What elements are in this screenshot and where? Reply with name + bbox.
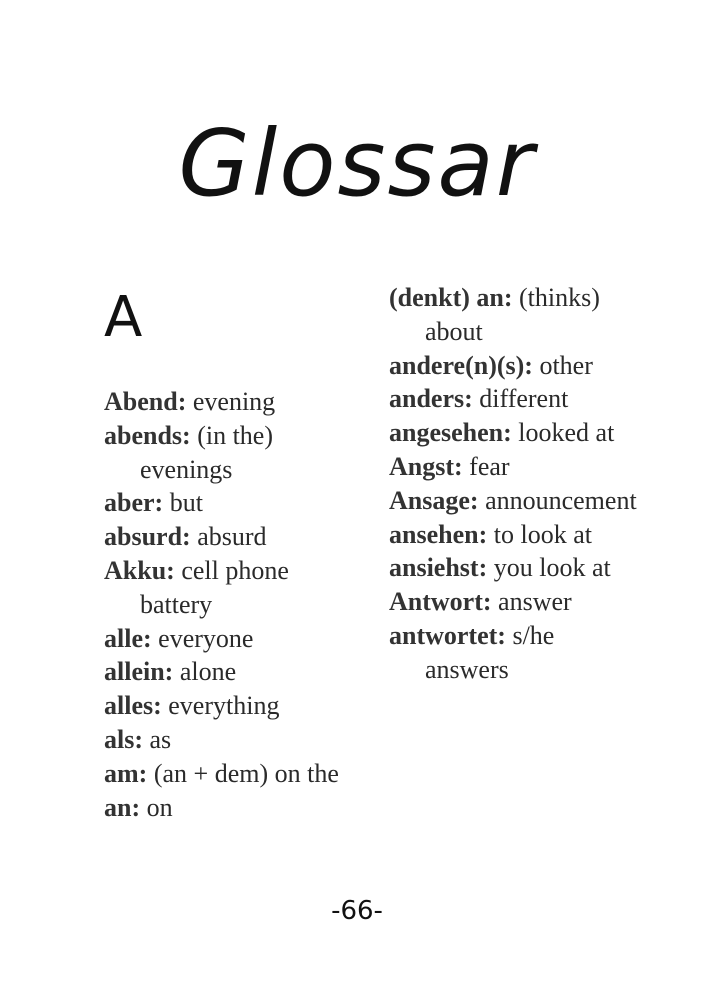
entry-definition: looked at bbox=[518, 418, 615, 448]
glossary-entry bbox=[104, 486, 354, 520]
glossary-entry bbox=[389, 518, 639, 552]
glossary-entry bbox=[104, 554, 354, 622]
glossary-entry bbox=[104, 385, 354, 419]
entry-word: angesehen: bbox=[389, 418, 512, 448]
entry-definition: but bbox=[169, 488, 203, 518]
glossary-column-right bbox=[389, 281, 639, 687]
entry-definition: fear bbox=[469, 451, 510, 481]
entry-word: Angst: bbox=[389, 451, 463, 481]
entry-word: Ansage: bbox=[389, 485, 479, 515]
glossary-entry bbox=[389, 619, 639, 687]
entry-definition: to look at bbox=[493, 519, 592, 549]
section-letter: A bbox=[104, 285, 143, 350]
entry-definition: you look at bbox=[493, 553, 611, 583]
entry-word: Antwort: bbox=[389, 587, 492, 617]
entry-definition: announcement bbox=[485, 485, 637, 515]
glossary-entry bbox=[389, 450, 639, 484]
entry-word: andere(n)(s): bbox=[389, 350, 533, 380]
entry-word: alles: bbox=[104, 691, 162, 721]
entry-definition: on bbox=[146, 792, 173, 822]
entry-definition: absurd bbox=[197, 522, 267, 552]
glossary-entry bbox=[389, 484, 639, 518]
glossary-entry bbox=[104, 520, 354, 554]
entry-definition: s/he answers bbox=[425, 620, 555, 684]
entry-definition: evening bbox=[192, 387, 276, 416]
page-title: Glossar bbox=[178, 110, 536, 217]
glossary-entry bbox=[104, 723, 354, 757]
entry-word: aber: bbox=[104, 488, 164, 518]
entry-definition: answer bbox=[498, 587, 572, 617]
glossary-entry bbox=[389, 349, 639, 383]
entry-definition: other bbox=[539, 350, 593, 380]
entry-definition: (in the) evenings bbox=[140, 420, 274, 484]
entry-word: als: bbox=[104, 724, 143, 754]
entry-definition: different bbox=[479, 384, 569, 414]
entry-word: ansiehst: bbox=[389, 553, 488, 583]
glossary-entry bbox=[104, 791, 354, 825]
entry-definition: (thinks) about bbox=[425, 283, 600, 346]
glossary-entry bbox=[104, 622, 354, 656]
glossary-entry bbox=[104, 689, 354, 723]
entry-word: absurd: bbox=[104, 522, 191, 552]
entry-definition: as bbox=[149, 724, 172, 754]
entry-definition: (an + dem) on the bbox=[153, 758, 339, 788]
entry-word: an: bbox=[104, 792, 141, 822]
entry-definition: cell phone battery bbox=[140, 555, 289, 619]
entry-word: antwortet: bbox=[389, 620, 506, 650]
entry-word: abends: bbox=[104, 420, 191, 450]
entry-word: (denkt) an: bbox=[389, 283, 513, 312]
glossary-column-left bbox=[104, 385, 354, 824]
entry-word: anders: bbox=[389, 384, 473, 414]
glossary-entry bbox=[104, 419, 354, 487]
entry-word: allein: bbox=[104, 657, 174, 687]
glossary-entry bbox=[389, 281, 639, 349]
entry-definition: alone bbox=[179, 657, 237, 687]
page-number: -66- bbox=[331, 896, 383, 926]
glossary-entry bbox=[104, 655, 354, 689]
entry-word: alle: bbox=[104, 623, 152, 653]
glossary-entry bbox=[104, 757, 354, 791]
entry-word: am: bbox=[104, 758, 148, 788]
entry-word: Abend: bbox=[104, 387, 187, 416]
entry-definition: everyone bbox=[158, 623, 254, 653]
glossary-entry bbox=[389, 382, 639, 416]
entry-word: ansehen: bbox=[389, 519, 488, 549]
entry-word: Akku: bbox=[104, 555, 175, 585]
entry-definition: everything bbox=[168, 691, 280, 721]
glossary-entry bbox=[389, 551, 639, 585]
glossary-entry bbox=[389, 585, 639, 619]
glossary-entry bbox=[389, 416, 639, 450]
